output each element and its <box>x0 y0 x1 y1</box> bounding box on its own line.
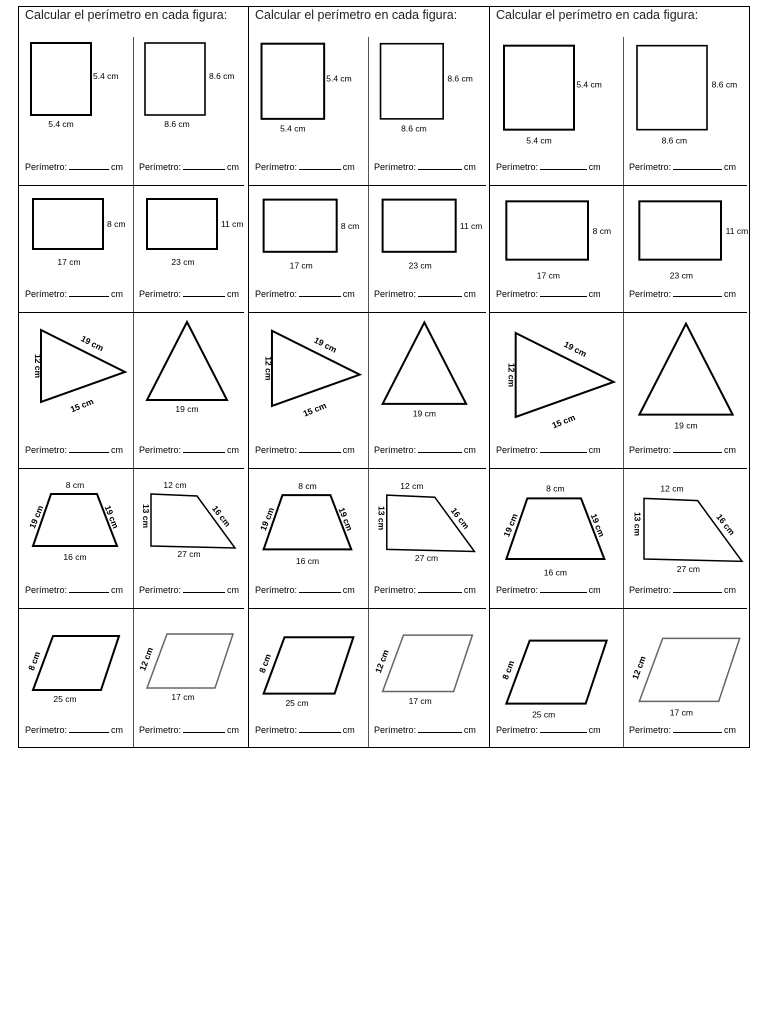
bottom-label: 23 cm <box>669 270 693 281</box>
answer-blank[interactable] <box>673 584 722 593</box>
figure-cell-rect-a <box>19 185 133 312</box>
bottom-label: 8.6 cm <box>401 123 427 134</box>
bottom-label: 8.6 cm <box>164 119 190 129</box>
figure-cell-rect-a <box>249 185 368 312</box>
figure-cell-trapezoid-a <box>19 468 133 608</box>
unit-label: cm <box>463 162 476 172</box>
perimeter-label: Perímetro: <box>139 725 182 735</box>
left-label: 12 cm <box>506 362 517 388</box>
perimeter-answer-line <box>496 288 601 299</box>
perimeter-label: Perímetro: <box>25 585 68 595</box>
right-label: 16 cm <box>210 503 233 529</box>
unit-label: cm <box>227 725 240 735</box>
bottom-label: 19 cm <box>412 408 436 419</box>
bottom-label: 5.4 cm <box>280 123 306 134</box>
figure-cell-parallelogram-a <box>249 608 368 748</box>
bottom-label: 19 cm <box>175 404 199 414</box>
side-label: 11 cm <box>459 220 483 231</box>
unit-label: cm <box>111 725 124 735</box>
perimeter-answer-line <box>629 584 736 595</box>
trapezoid-b-figure <box>133 468 248 584</box>
perimeter-answer-line <box>374 444 476 455</box>
figure-cell-square-a <box>490 27 623 185</box>
square-b-figure <box>623 27 751 161</box>
bottom-label: 25 cm <box>532 709 556 720</box>
side-label: 8.6 cm <box>447 73 473 84</box>
perimeter-label: Perímetro: <box>255 162 298 172</box>
answer-blank[interactable] <box>299 584 341 593</box>
perimeter-answer-line <box>25 584 123 595</box>
figure-cell-triangle-a <box>19 312 133 468</box>
perimeter-label: Perímetro: <box>139 445 182 455</box>
figure-cell-square-b <box>133 27 248 185</box>
answer-blank[interactable] <box>673 724 722 733</box>
unit-label: cm <box>111 289 124 299</box>
perimeter-label: Perímetro: <box>255 445 298 455</box>
side-label: 5.4 cm <box>326 73 352 84</box>
perimeter-label: Perímetro: <box>496 289 539 299</box>
bottom-label: 5.4 cm <box>526 135 552 146</box>
answer-blank[interactable] <box>540 444 587 453</box>
square-b-figure <box>133 27 248 161</box>
answer-blank[interactable] <box>183 724 225 733</box>
rect-a-shape <box>33 199 103 249</box>
bottom-label: 19 cm <box>674 420 698 431</box>
perimeter-answer-line <box>255 444 355 455</box>
unit-label: cm <box>588 162 601 172</box>
unit-label: cm <box>463 289 476 299</box>
answer-blank[interactable] <box>69 288 109 297</box>
perimeter-answer-line <box>374 288 476 299</box>
perimeter-label: Perímetro: <box>139 162 182 172</box>
answer-blank[interactable] <box>299 161 341 170</box>
parallelogram-b-shape <box>147 634 233 688</box>
perimeter-label: Perímetro: <box>374 585 417 595</box>
perimeter-label: Perímetro: <box>496 725 539 735</box>
unit-label: cm <box>588 289 601 299</box>
figure-cell-triangle-b <box>368 312 490 468</box>
trapezoid-a-figure <box>19 468 133 584</box>
rect-a-shape <box>264 200 337 252</box>
perimeter-label: Perímetro: <box>629 289 672 299</box>
bottom-label: 27 cm <box>414 552 439 563</box>
top-label: 8 cm <box>65 480 85 490</box>
perimeter-answer-line <box>139 724 239 735</box>
parallelogram-b-shape <box>639 638 739 701</box>
rect-b-figure <box>368 185 490 288</box>
perimeter-answer-line <box>629 288 736 299</box>
bottom-label: 23 cm <box>408 260 432 271</box>
figure-cell-parallelogram-a <box>19 608 133 748</box>
perimeter-answer-line <box>496 584 601 595</box>
top-label: 12 cm <box>163 480 187 490</box>
unit-label: cm <box>342 289 355 299</box>
perimeter-answer-line <box>374 584 476 595</box>
perimeter-answer-line <box>629 444 736 455</box>
answer-blank[interactable] <box>418 288 462 297</box>
perimeter-label: Perímetro: <box>25 725 68 735</box>
answer-blank[interactable] <box>299 288 341 297</box>
left-label: 19 cm <box>257 506 277 533</box>
left-label: 13 cm <box>632 511 643 537</box>
perimeter-answer-line <box>25 288 123 299</box>
answer-blank[interactable] <box>183 161 225 170</box>
unit-label: cm <box>463 445 476 455</box>
side-label: 5.4 cm <box>93 71 119 81</box>
perimeter-answer-line <box>629 724 736 735</box>
unit-label: cm <box>227 585 240 595</box>
right-label: 16 cm <box>448 505 472 531</box>
figure-cell-parallelogram-b <box>133 608 248 748</box>
rect-b-figure <box>623 185 751 288</box>
bottom-label: 27 cm <box>177 549 201 559</box>
answer-blank[interactable] <box>299 444 341 453</box>
unit-label: cm <box>342 585 355 595</box>
perimeter-answer-line <box>496 161 601 172</box>
unit-label: cm <box>111 585 124 595</box>
trapezoid-a-shape <box>33 494 117 546</box>
square-b-shape <box>637 46 707 130</box>
rect-b-figure <box>133 185 248 288</box>
square-a-shape <box>504 46 574 130</box>
right-label: 19 cm <box>588 512 607 539</box>
triangle-a-figure <box>19 312 133 444</box>
square-a-shape <box>31 43 91 115</box>
square-a-figure <box>19 27 133 161</box>
side-label: 8 cm <box>26 650 43 672</box>
left-label: 13 cm <box>141 503 151 529</box>
figure-cell-square-a <box>19 27 133 185</box>
figure-cell-rect-b <box>368 185 490 312</box>
perimeter-label: Perímetro: <box>374 162 417 172</box>
figure-cell-trapezoid-b <box>133 468 248 608</box>
rect-b-shape <box>147 199 217 249</box>
right-label: 19 cm <box>336 506 355 533</box>
worksheet-title: Calcular el perímetro en cada figura: <box>496 8 699 22</box>
bottom-label: 15 cm <box>550 412 577 431</box>
left-label: 12 cm <box>263 356 274 381</box>
unit-label: cm <box>342 445 355 455</box>
figure-cell-trapezoid-b <box>623 468 751 608</box>
rect-b-shape <box>383 200 456 252</box>
side-label: 12 cm <box>630 654 648 681</box>
figure-cell-square-b <box>368 27 490 185</box>
figure-cell-triangle-a <box>490 312 623 468</box>
perimeter-answer-line <box>255 288 355 299</box>
figure-cell-parallelogram-b <box>623 608 751 748</box>
answer-blank[interactable] <box>418 161 462 170</box>
unit-label: cm <box>588 585 601 595</box>
unit-label: cm <box>588 725 601 735</box>
worksheet-title: Calcular el perímetro en cada figura: <box>25 8 228 22</box>
answer-blank[interactable] <box>418 444 462 453</box>
rect-a-shape <box>506 201 588 259</box>
unit-label: cm <box>724 162 737 172</box>
figure-cell-trapezoid-a <box>249 468 368 608</box>
bottom-label: 17 cm <box>669 707 693 718</box>
square-a-figure <box>490 27 623 161</box>
perimeter-label: Perímetro: <box>374 725 417 735</box>
top-label: 12 cm <box>660 483 684 494</box>
perimeter-label: Perímetro: <box>139 585 182 595</box>
top-label: 19 cm <box>562 339 589 359</box>
side-label: 12 cm <box>137 645 156 673</box>
answer-blank[interactable] <box>540 584 587 593</box>
answer-blank[interactable] <box>418 724 462 733</box>
bottom-label: 5.4 cm <box>48 119 74 129</box>
answer-blank[interactable] <box>299 724 341 733</box>
bottom-label: 15 cm <box>301 400 328 419</box>
bottom-label: 25 cm <box>285 698 309 709</box>
perimeter-label: Perímetro: <box>496 445 539 455</box>
bottom-label: 17 cm <box>171 692 195 702</box>
answer-blank[interactable] <box>69 161 109 170</box>
answer-blank[interactable] <box>418 584 462 593</box>
perimeter-label: Perímetro: <box>25 162 68 172</box>
bottom-label: 8.6 cm <box>661 135 688 146</box>
left-label: 19 cm <box>27 503 46 530</box>
perimeter-label: Perímetro: <box>255 289 298 299</box>
perimeter-label: Perímetro: <box>629 162 672 172</box>
perimeter-answer-line <box>255 584 355 595</box>
answer-blank[interactable] <box>673 288 722 297</box>
top-label: 8 cm <box>298 480 317 491</box>
perimeter-label: Perímetro: <box>629 445 672 455</box>
side-label: 11 cm <box>725 226 749 236</box>
square-a-shape <box>262 44 325 119</box>
figure-cell-trapezoid-b <box>368 468 490 608</box>
parallelogram-b-figure <box>623 608 751 724</box>
trapezoid-b-figure <box>368 468 490 584</box>
perimeter-label: Perímetro: <box>139 289 182 299</box>
top-label: 12 cm <box>400 480 424 491</box>
perimeter-answer-line <box>139 288 239 299</box>
rect-b-shape <box>639 201 721 259</box>
square-b-shape <box>381 44 444 119</box>
parallelogram-a-figure <box>490 608 623 724</box>
figure-cell-triangle-b <box>623 312 751 468</box>
figure-cell-rect-b <box>623 185 751 312</box>
side-label: 8.6 cm <box>209 71 235 81</box>
perimeter-answer-line <box>374 724 476 735</box>
answer-blank[interactable] <box>540 724 587 733</box>
top-label: 19 cm <box>312 334 339 355</box>
bottom-label: 15 cm <box>68 396 95 415</box>
perimeter-answer-line <box>496 724 601 735</box>
perimeter-answer-line <box>139 161 239 172</box>
perimeter-label: Perímetro: <box>255 585 298 595</box>
unit-label: cm <box>111 445 124 455</box>
trapezoid-a-shape <box>506 498 604 559</box>
perimeter-label: Perímetro: <box>374 445 417 455</box>
figure-cell-square-b <box>623 27 751 185</box>
bottom-label: 16 cm <box>63 552 87 562</box>
triangle-b-shape <box>147 322 227 400</box>
perimeter-answer-line <box>139 444 239 455</box>
answer-blank[interactable] <box>540 288 587 297</box>
perimeter-label: Perímetro: <box>496 162 539 172</box>
worksheet-column <box>489 7 751 747</box>
parallelogram-a-shape <box>264 637 354 693</box>
parallelogram-a-figure <box>249 608 368 724</box>
bottom-label: 17 cm <box>536 270 560 281</box>
parallelogram-b-shape <box>383 635 473 691</box>
answer-blank[interactable] <box>673 444 722 453</box>
side-label: 8 cm <box>256 652 273 675</box>
triangle-b-figure <box>623 312 751 444</box>
triangle-b-figure <box>368 312 490 444</box>
side-label: 8.6 cm <box>711 79 738 90</box>
perimeter-label: Perímetro: <box>629 725 672 735</box>
parallelogram-b-figure <box>368 608 490 724</box>
left-label: 19 cm <box>501 512 520 539</box>
unit-label: cm <box>227 445 240 455</box>
answer-blank[interactable] <box>69 444 109 453</box>
perimeter-answer-line <box>629 161 736 172</box>
worksheet-column <box>19 7 248 747</box>
side-label: 8 cm <box>500 659 517 681</box>
perimeter-answer-line <box>25 724 123 735</box>
triangle-b-figure <box>133 312 248 444</box>
answer-blank[interactable] <box>69 724 109 733</box>
right-label: 16 cm <box>714 511 738 538</box>
answer-blank[interactable] <box>673 161 722 170</box>
figure-cell-parallelogram-b <box>368 608 490 748</box>
right-label: 19 cm <box>102 503 121 530</box>
side-label: 12 cm <box>373 648 391 675</box>
square-b-figure <box>368 27 490 161</box>
parallelogram-a-shape <box>33 636 119 690</box>
left-label: 12 cm <box>33 353 43 379</box>
perimeter-label: Perímetro: <box>374 289 417 299</box>
unit-label: cm <box>342 725 355 735</box>
answer-blank[interactable] <box>183 288 225 297</box>
worksheet <box>18 6 750 748</box>
unit-label: cm <box>342 162 355 172</box>
triangle-a-figure <box>490 312 623 444</box>
unit-label: cm <box>724 445 737 455</box>
trapezoid-b-figure <box>623 468 751 584</box>
figure-cell-square-a <box>249 27 368 185</box>
trapezoid-a-figure <box>490 468 623 584</box>
trapezoid-a-shape <box>264 495 352 549</box>
top-label: 8 cm <box>546 483 565 494</box>
perimeter-answer-line <box>374 161 476 172</box>
unit-label: cm <box>463 585 476 595</box>
bottom-label: 23 cm <box>171 257 195 267</box>
figure-cell-rect-a <box>490 185 623 312</box>
unit-label: cm <box>724 725 737 735</box>
square-a-figure <box>249 27 368 161</box>
bottom-label: 16 cm <box>295 556 320 567</box>
square-b-shape <box>145 43 205 115</box>
parallelogram-a-figure <box>19 608 133 724</box>
side-label: 8 cm <box>107 219 126 229</box>
perimeter-answer-line <box>139 584 239 595</box>
figure-cell-triangle-b <box>133 312 248 468</box>
perimeter-label: Perímetro: <box>25 445 68 455</box>
perimeter-answer-line <box>25 161 123 172</box>
top-label: 19 cm <box>79 333 106 354</box>
rect-a-figure <box>490 185 623 288</box>
unit-label: cm <box>463 725 476 735</box>
bottom-label: 16 cm <box>543 567 567 578</box>
rect-a-figure <box>249 185 368 288</box>
unit-label: cm <box>724 585 737 595</box>
bottom-label: 17 cm <box>408 696 432 707</box>
perimeter-label: Perímetro: <box>255 725 298 735</box>
side-label: 5.4 cm <box>576 79 602 90</box>
unit-label: cm <box>111 162 124 172</box>
figure-cell-rect-b <box>133 185 248 312</box>
perimeter-answer-line <box>255 161 355 172</box>
unit-label: cm <box>227 289 240 299</box>
unit-label: cm <box>724 289 737 299</box>
bottom-label: 17 cm <box>289 260 313 271</box>
figure-cell-parallelogram-a <box>490 608 623 748</box>
perimeter-label: Perímetro: <box>496 585 539 595</box>
parallelogram-a-shape <box>506 641 606 704</box>
side-label: 8 cm <box>592 226 612 236</box>
figure-cell-triangle-a <box>249 312 368 468</box>
triangle-a-figure <box>249 312 368 444</box>
answer-blank[interactable] <box>183 444 225 453</box>
bottom-label: 27 cm <box>676 563 700 574</box>
unit-label: cm <box>227 162 240 172</box>
left-label: 13 cm <box>376 506 387 531</box>
answer-blank[interactable] <box>540 161 587 170</box>
answer-blank[interactable] <box>69 584 109 593</box>
perimeter-label: Perímetro: <box>25 289 68 299</box>
unit-label: cm <box>588 445 601 455</box>
side-label: 11 cm <box>221 219 244 229</box>
triangle-b-shape <box>383 322 467 403</box>
triangle-b-shape <box>639 324 732 415</box>
bottom-label: 17 cm <box>57 257 81 267</box>
perimeter-answer-line <box>255 724 355 735</box>
bottom-label: 25 cm <box>53 694 77 704</box>
answer-blank[interactable] <box>183 584 225 593</box>
trapezoid-a-figure <box>249 468 368 584</box>
parallelogram-b-figure <box>133 608 248 724</box>
figure-cell-trapezoid-a <box>490 468 623 608</box>
side-label: 8 cm <box>340 220 360 231</box>
rect-a-figure <box>19 185 133 288</box>
perimeter-answer-line <box>25 444 123 455</box>
worksheet-title: Calcular el perímetro en cada figura: <box>255 8 458 22</box>
perimeter-label: Perímetro: <box>629 585 672 595</box>
perimeter-answer-line <box>496 444 601 455</box>
worksheet-column <box>248 7 490 747</box>
